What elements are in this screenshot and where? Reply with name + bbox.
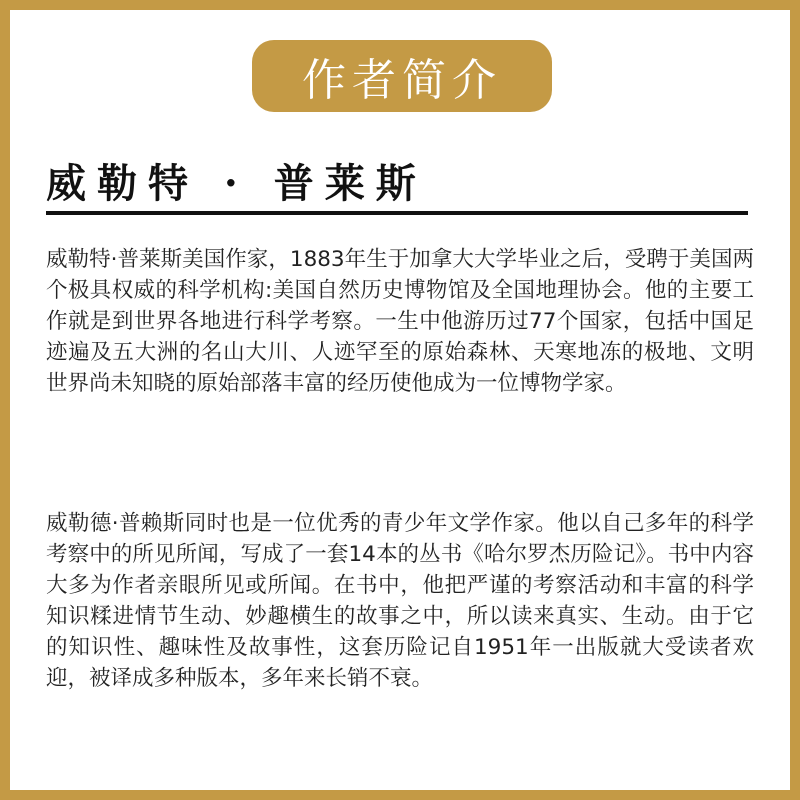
author-name: 威勒特 · 普莱斯 — [46, 160, 427, 207]
bio-paragraph-2: 威勒德·普赖斯同时也是一位优秀的青少年文学作家。他以自己多年的科学考察中的所见所闻，写成了一套14本的丛书《哈尔罗杰历险记》。书中内容大多为作者亲眼所见或所闻。在书中，他把严谨的考察活动和丰富的科学知识糅进情节生动、妙趣横生的故事之中，所以读来真实、生动。由于它的知识性、趣味性及故事性，这套历险记自1951年一出版就大受读者欢迎，被译成多种版本，多年来长销不衰。 — [46, 511, 754, 691]
section-title: 作者简介 — [302, 55, 502, 106]
bio-paragraph-1: 威勒特·普莱斯美国作家，1883年生于加拿大大学毕业之后，受聘于美国两个极具权威的科学机构:美国自然历史博物馆及全国地理协会。他的主要工作就是到世界各地进行科学考察。一生中他游历过77个国家，包括中国足迹遍及五大洲的名山大川、人迹罕至的原始森林、天寒地冻的极地、文明世界尚未知晓的原始部落丰富的经历使他成为一位博物学家。 — [46, 247, 754, 396]
section-title-badge — [252, 40, 552, 112]
divider-rule — [46, 211, 748, 215]
